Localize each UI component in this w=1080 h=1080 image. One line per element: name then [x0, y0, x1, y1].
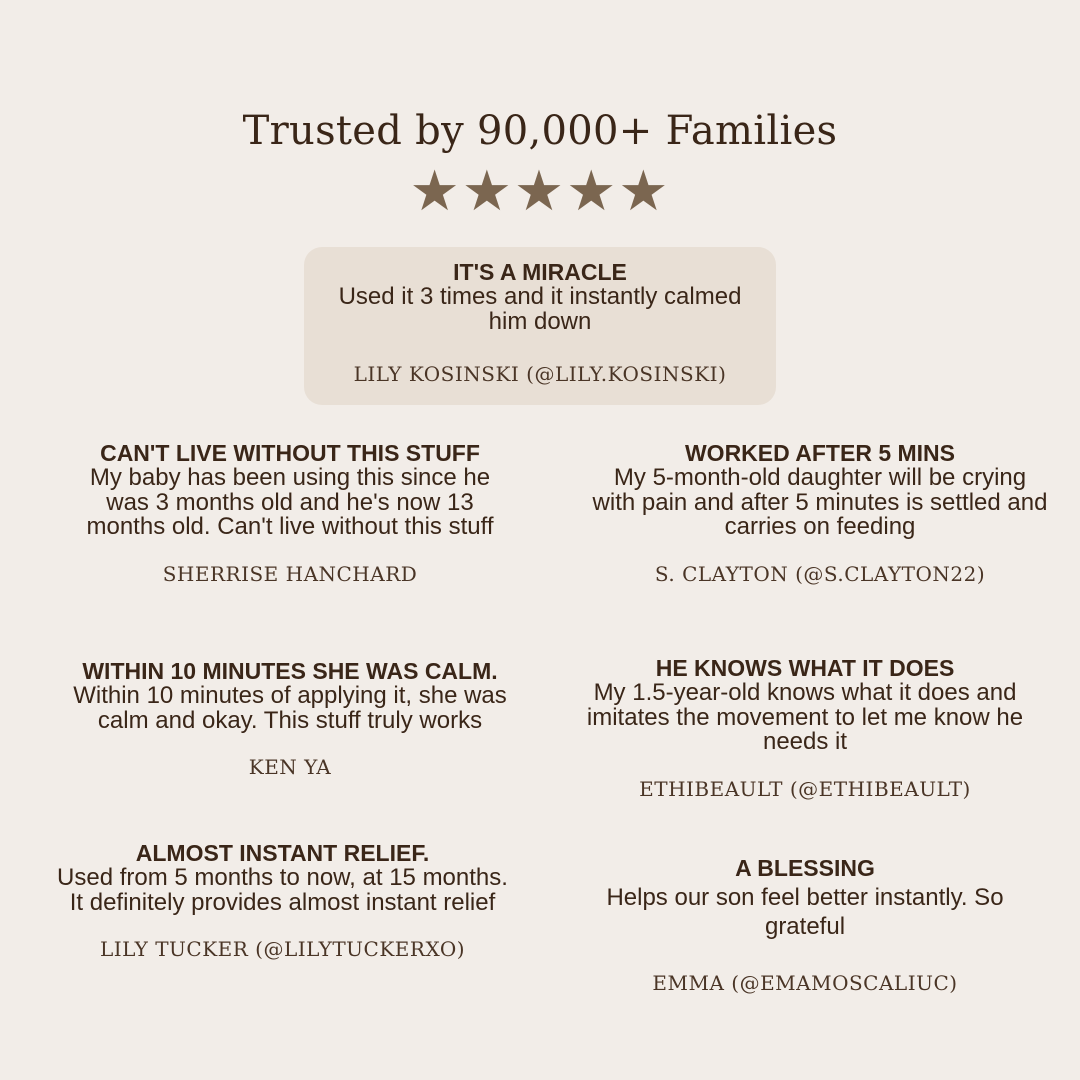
- review-body: Helps our son feel better instantly. So grateful: [606, 884, 1004, 940]
- review-headline: WITHIN 10 MINUTES SHE WAS CALM.: [82, 658, 498, 684]
- review-author: ETHIBEAULT (@ETHIBEAULT): [639, 776, 971, 801]
- review-body: My baby has been using this since he was 3 months old and he's now 13 months old. Can't live without this stuff: [86, 464, 494, 540]
- review-author: LILY TUCKER (@LILYTUCKERXO): [99, 937, 466, 961]
- review-headline: ALMOST INSTANT RELIEF.: [135, 840, 430, 866]
- review-author: S. CLAYTON (@S.CLAYTON22): [654, 561, 986, 586]
- review-body: Used from 5 months to now, at 15 months. It definitely provides almost instant relief: [57, 864, 508, 916]
- review-card: [60, 440, 520, 586]
- review-body: My 5-month-old daughter will be crying with pain and after 5 minutes is settled and carries on feeding: [592, 464, 1048, 540]
- review-card: [560, 655, 1050, 801]
- rating-stars-icon: ★★★★★: [409, 159, 671, 224]
- review-body: Within 10 minutes of applying it, she was calm and okay. This stuff truly works: [73, 682, 507, 734]
- review-headline: CAN'T LIVE WITHOUT THIS STUFF: [100, 440, 480, 466]
- review-headline: IT'S A MIRACLE: [453, 259, 627, 285]
- review-headline: A BLESSING: [735, 855, 875, 881]
- review-author: EMMA (@EMAMOSCALIUC): [652, 971, 958, 995]
- review-author: KEN YA: [248, 755, 332, 779]
- review-body: My 1.5-year-old knows what it does and imitates the movement to let me know he needs it: [586, 679, 1024, 755]
- review-card: [580, 855, 1030, 995]
- review-body: Used it 3 times and it instantly calmed him down: [338, 283, 742, 335]
- review-headline: HE KNOWS WHAT IT DOES: [655, 655, 955, 681]
- review-author: LILY KOSINSKI (@LILY.KOSINSKI): [353, 362, 727, 386]
- review-author: SHERRISE HANCHARD: [162, 561, 418, 586]
- review-card: [50, 840, 515, 961]
- review-card: [60, 658, 520, 779]
- page-title: Trusted by 90,000+ Families: [242, 108, 838, 154]
- review-headline: WORKED AFTER 5 MINS: [684, 440, 956, 466]
- review-card: [580, 440, 1060, 586]
- featured-review-card: [304, 247, 776, 405]
